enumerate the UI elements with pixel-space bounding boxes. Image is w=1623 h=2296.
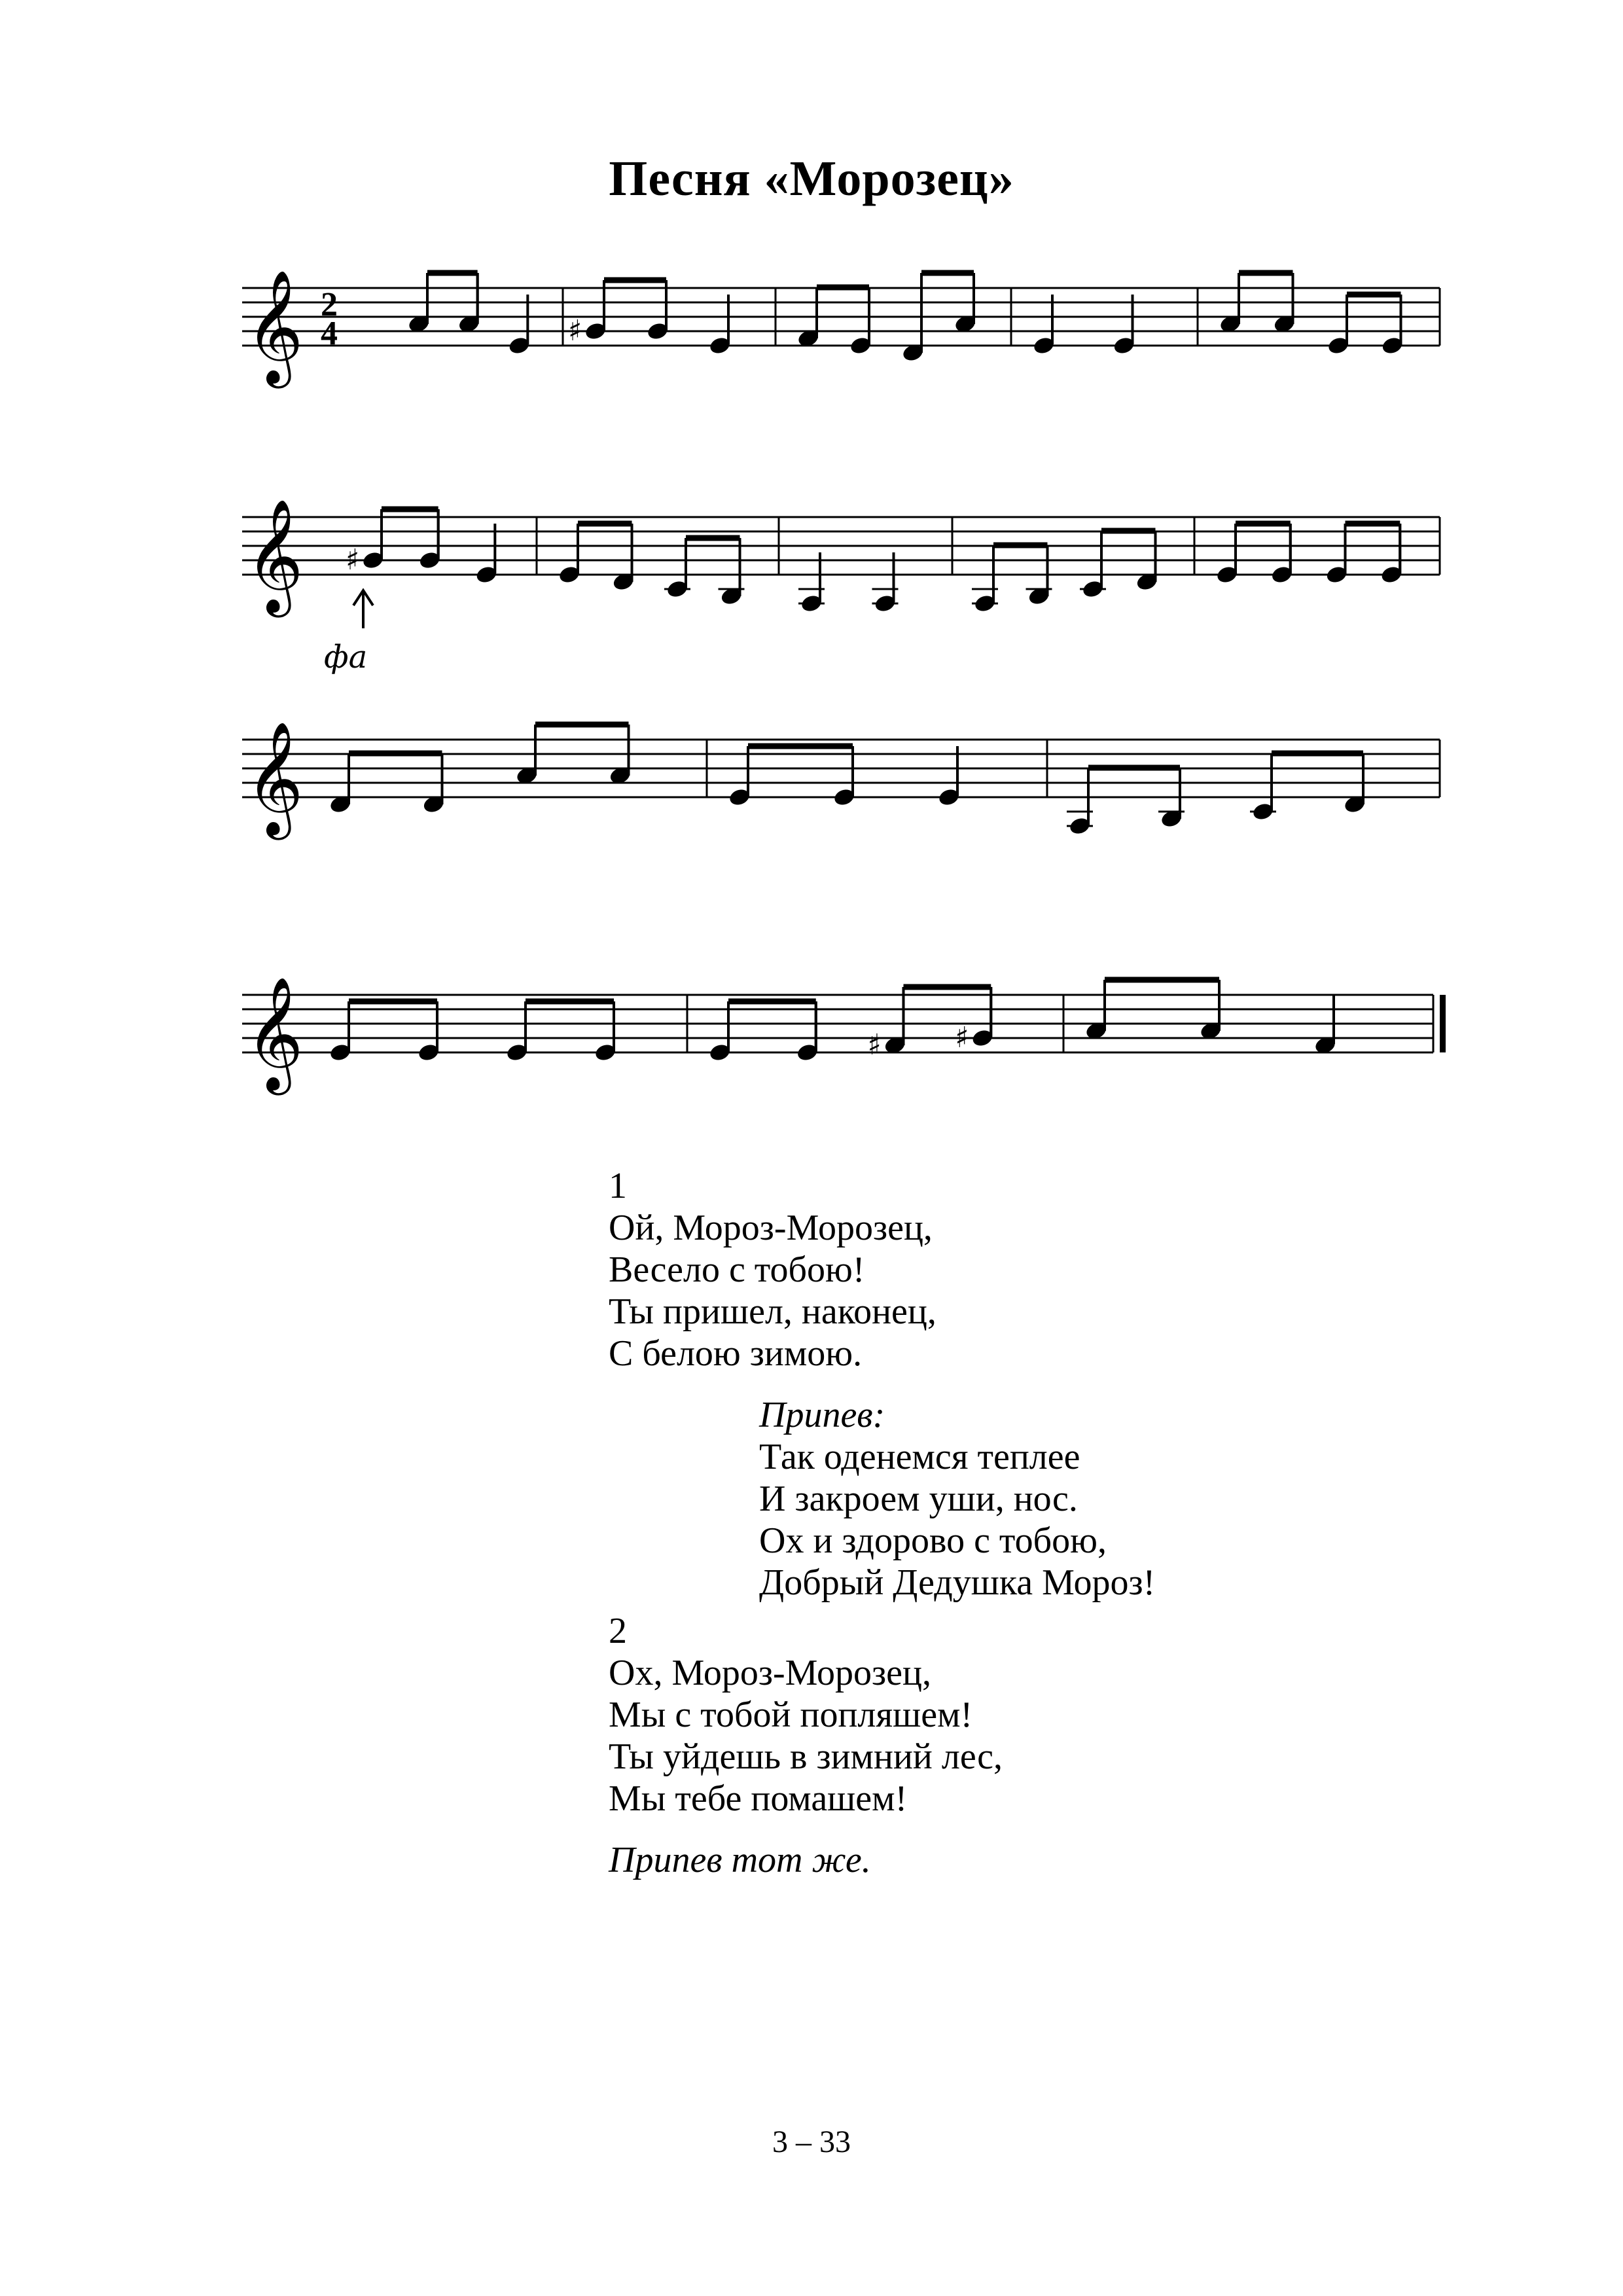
verse-1-line: Весело с тобою!: [609, 1249, 865, 1290]
verse-1-line: Ты пришел, наконец,: [609, 1291, 936, 1332]
chorus-line: Ох и здорово с тобою,: [759, 1520, 1107, 1561]
chorus-line: Добрый Дедушка Мороз!: [759, 1562, 1156, 1603]
final-barline: [1440, 995, 1446, 1052]
treble-clef-icon: 𝄞: [245, 721, 304, 835]
verse-1-line: Ой, Мороз-Морозец,: [609, 1208, 933, 1248]
treble-clef-icon: 𝄞: [245, 499, 304, 613]
chorus-line: И закроем уши, нос.: [759, 1479, 1078, 1519]
chorus: [759, 1394, 1155, 1604]
verse-2-line: Мы с тобой попляшем!: [609, 1695, 973, 1735]
chorus-label: Припев:: [759, 1395, 885, 1435]
verse-2: [609, 1610, 1003, 1820]
verse-2-line: Ох, Мороз-Морозец,: [609, 1653, 931, 1693]
annotation-text: фа: [324, 639, 368, 675]
treble-clef-icon: 𝄞: [245, 270, 304, 384]
chorus-repeat-note: Припев тот же.: [609, 1840, 871, 1880]
page-number: 3 – 33: [772, 2125, 851, 2159]
verse-2-line: Ты уйдешь в зимний лес,: [609, 1736, 1003, 1777]
time-signature-bottom: 4: [321, 315, 338, 352]
treble-clef-icon: 𝄞: [245, 977, 304, 1090]
verse-2-number: 2: [609, 1611, 627, 1651]
sharp-sign: ♯: [346, 543, 360, 577]
sharp-sign: ♯: [568, 314, 582, 348]
sharp-sign: ♯: [867, 1028, 882, 1062]
time-signature-top: 2: [321, 286, 338, 323]
page-title: Песня «Морозец»: [609, 151, 1014, 206]
verse-1-line: С белою зимою.: [609, 1333, 863, 1374]
sharp-sign: ♯: [955, 1021, 969, 1054]
verse-1-number: 1: [609, 1166, 627, 1206]
verse-1: [609, 1165, 936, 1374]
verse-2-line: Мы тебе помашем!: [609, 1778, 908, 1819]
chorus-line: Так оденемся теплее: [759, 1437, 1080, 1477]
